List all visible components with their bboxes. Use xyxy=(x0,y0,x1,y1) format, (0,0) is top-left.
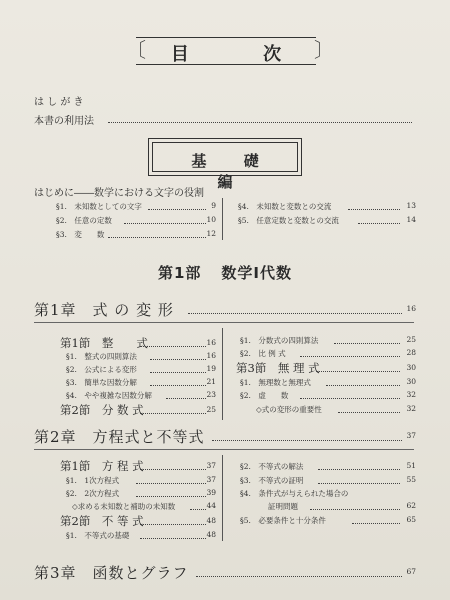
chapter-heading: 第2章 方程式と不等式 xyxy=(34,428,205,446)
leader-dots xyxy=(108,122,412,123)
title-left-ornament: 〔 xyxy=(126,38,146,62)
page-number: 48 xyxy=(206,516,216,525)
chapter-rule xyxy=(34,322,414,323)
part-heading xyxy=(0,262,450,283)
page-number: 9 xyxy=(211,201,216,210)
intro-item: §4. 未知数と変数との交流 xyxy=(238,202,332,211)
section-heading: 第1節 方 程 式 xyxy=(60,459,144,473)
page-number: 51 xyxy=(406,461,416,470)
section-item: §3. 簡単な因数分解 xyxy=(66,378,137,387)
page-number: 55 xyxy=(406,475,416,484)
section-heading: 第2節 不 等 式 xyxy=(60,514,144,528)
toc-title: 目 次 xyxy=(170,44,316,65)
page-number: 30 xyxy=(406,377,416,386)
page-number: 16 xyxy=(206,338,216,347)
intro-item: §5. 任意定数と変数との交流 xyxy=(238,216,339,225)
intro-item: §2. 任意の定数 xyxy=(56,216,112,225)
page-number: 62 xyxy=(406,501,416,510)
intro-item: §3. 変 数 xyxy=(56,230,105,239)
section-item: §4. 条件式が与えられた場合の xyxy=(240,489,349,498)
intro-item: §1. 未知数としての文字 xyxy=(56,202,142,211)
page-number: 39 xyxy=(206,488,216,497)
front-item-usage: 本書の利用法 xyxy=(34,116,94,127)
page-number: 37 xyxy=(406,431,416,440)
page-number: 14 xyxy=(406,215,416,224)
page-number: 37 xyxy=(206,475,216,484)
section-item: §2. 比 例 式 xyxy=(240,349,286,358)
chapter-heading: 第1章 式 の 変 形 xyxy=(34,301,174,319)
page-number: 16 xyxy=(206,351,216,360)
section-item: §1. 整式の四則算法 xyxy=(66,352,137,361)
part-title: 数学Ⅰ代数 xyxy=(221,264,293,282)
section-item: §1. 分数式の四則算法 xyxy=(240,336,319,345)
kiso-heading: 基 礎 編 xyxy=(191,152,275,191)
chapter-rule xyxy=(34,449,414,450)
page-number: 12 xyxy=(206,229,216,238)
section-item: §1. 無理数と無理式 xyxy=(240,378,311,387)
column-divider xyxy=(222,455,223,541)
page-number: 19 xyxy=(206,364,216,373)
title-right-ornament: 〕 xyxy=(314,38,334,62)
note-item: ◇求める未知数と補助の未知数 xyxy=(72,502,176,511)
section-item-continued: 証明問題 xyxy=(268,502,298,511)
page-number: 25 xyxy=(406,335,416,344)
section-item: §2. 虚 数 xyxy=(240,391,289,400)
page-number: 28 xyxy=(406,348,416,357)
section-item: §2. 不等式の解法 xyxy=(240,462,304,471)
page-number: 67 xyxy=(406,567,416,576)
part-number: 第1部 xyxy=(157,264,202,282)
page-number: 10 xyxy=(206,215,216,224)
section-item: §5. 必要条件と十分条件 xyxy=(240,516,326,525)
section-item: §1. 1次方程式 xyxy=(66,476,120,485)
page-number: 32 xyxy=(406,404,416,413)
section-item: §2. 2次方程式 xyxy=(66,489,120,498)
section-heading: 第1節 整 式 xyxy=(60,336,148,350)
section-heading: 第3節 無 理 式 xyxy=(236,361,320,375)
section-item: §1. 不等式の基礎 xyxy=(66,531,130,540)
page-number: 16 xyxy=(406,304,416,313)
section-item: §3. 不等式の証明 xyxy=(240,476,304,485)
page-number: 25 xyxy=(206,405,216,414)
front-item-preface: は し が き xyxy=(34,97,84,108)
toc-title-banner xyxy=(126,37,334,65)
page-number: 30 xyxy=(406,363,416,372)
page-number: 21 xyxy=(206,377,216,386)
intro-heading: はじめに――数学における文字の役割 xyxy=(34,188,204,199)
page-number: 37 xyxy=(206,461,216,470)
page-number: 44 xyxy=(206,501,216,510)
section-item: §2. 公式による変形 xyxy=(66,365,137,374)
section-item: §4. やや複雑な因数分解 xyxy=(66,391,152,400)
page-number: 48 xyxy=(206,530,216,539)
section-heading: 第2節 分 数 式 xyxy=(60,403,144,417)
note-item: ◇式の変形の重要性 xyxy=(256,405,322,414)
page-number: 13 xyxy=(406,201,416,210)
page-number: 65 xyxy=(406,515,416,524)
page-number: 32 xyxy=(406,390,416,399)
page-number: 23 xyxy=(206,390,216,399)
chapter-heading: 第3章 函数とグラフ xyxy=(34,564,189,582)
column-divider xyxy=(222,328,223,420)
kiso-heading-box xyxy=(148,138,302,191)
column-divider xyxy=(222,198,223,240)
